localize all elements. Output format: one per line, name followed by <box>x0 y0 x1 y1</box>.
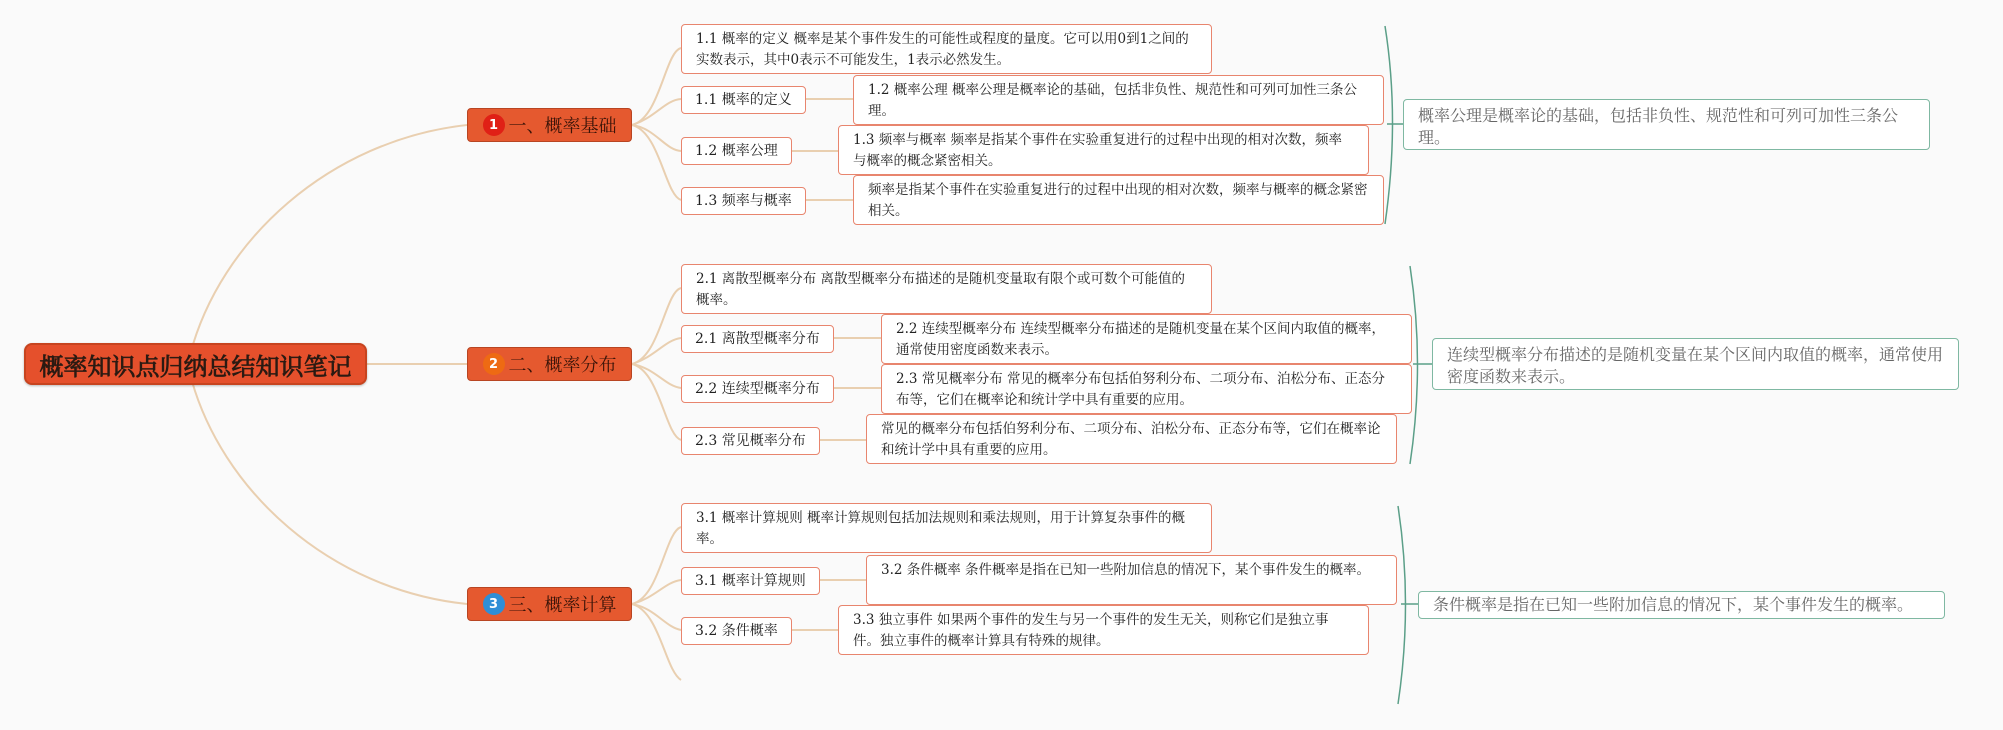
root-topic[interactable] <box>24 343 367 385</box>
subtopic-2-2[interactable]: 2.2 连续型概率分布 <box>681 375 834 403</box>
number-3-icon: 3 <box>483 593 505 615</box>
branch-probability-distribution[interactable] <box>467 347 632 381</box>
detail-3-2[interactable]: 3.2 条件概率 条件概率是指在已知一些附加信息的情况下，某个事件发生的概率。 <box>866 555 1397 605</box>
detail-2-2[interactable]: 2.2 连续型概率分布 连续型概率分布描述的是随机变量在某个区间内取值的概率，通常使用密度函数来表示。 <box>881 314 1412 364</box>
subtopic-1-2[interactable]: 1.2 概率公理 <box>681 137 792 165</box>
number-1-icon: 1 <box>483 114 505 136</box>
detail-3-1[interactable]: 3.1 概率计算规则 概率计算规则包括加法规则和乘法规则，用于计算复杂事件的概率。 <box>681 503 1212 553</box>
branch-probability-basics[interactable] <box>467 108 632 142</box>
detail-2-1[interactable]: 2.1 离散型概率分布 离散型概率分布描述的是随机变量取有限个或可数个可能值的概率。 <box>681 264 1212 314</box>
number-2-icon: 2 <box>483 353 505 375</box>
detail-2-4[interactable]: 常见的概率分布包括伯努利分布、二项分布、泊松分布、正态分布等，它们在概率论和统计学中具有重要的应用。 <box>866 414 1397 464</box>
branch-label: 三、概率计算 <box>508 595 617 616</box>
branch-label: 一、概率基础 <box>508 116 617 137</box>
detail-1-3[interactable]: 1.3 频率与概率 频率是指某个事件在实验重复进行的过程中出现的相对次数，频率与概率的概念紧密相关。 <box>838 125 1369 175</box>
subtopic-1-1[interactable]: 1.1 概率的定义 <box>681 86 806 114</box>
detail-2-3[interactable]: 2.3 常见概率分布 常见的概率分布包括伯努利分布、二项分布、泊松分布、正态分布等，它们在概率论和统计学中具有重要的应用。 <box>881 364 1412 414</box>
subtopic-3-2[interactable]: 3.2 条件概率 <box>681 617 792 645</box>
detail-1-2[interactable]: 1.2 概率公理 概率公理是概率论的基础，包括非负性、规范性和可列可加性三条公理。 <box>853 75 1384 125</box>
root-title: 概率知识点归纳总结知识笔记 <box>39 352 352 381</box>
summary-2[interactable]: 连续型概率分布描述的是随机变量在某个区间内取值的概率，通常使用密度函数来表示。 <box>1432 338 1959 390</box>
summary-1[interactable]: 概率公理是概率论的基础，包括非负性、规范性和可列可加性三条公理。 <box>1403 99 1930 150</box>
subtopic-3-1[interactable]: 3.1 概率计算规则 <box>681 567 820 595</box>
branch-label: 二、概率分布 <box>508 355 617 376</box>
subtopic-1-3[interactable]: 1.3 频率与概率 <box>681 187 806 215</box>
detail-1-1[interactable]: 1.1 概率的定义 概率是某个事件发生的可能性或程度的量度。它可以用0到1之间的实数表示，其中0表示不可能发生，1表示必然发生。 <box>681 24 1212 74</box>
subtopic-2-1[interactable]: 2.1 离散型概率分布 <box>681 325 834 353</box>
summary-3[interactable]: 条件概率是指在已知一些附加信息的情况下，某个事件发生的概率。 <box>1418 591 1945 619</box>
subtopic-2-3[interactable]: 2.3 常见概率分布 <box>681 427 820 455</box>
branch-probability-calculation[interactable] <box>467 587 632 621</box>
detail-3-3[interactable]: 3.3 独立事件 如果两个事件的发生与另一个事件的发生无关，则称它们是独立事件。独立事件的概率计算具有特殊的规律。 <box>838 605 1369 655</box>
detail-1-4[interactable]: 频率是指某个事件在实验重复进行的过程中出现的相对次数，频率与概率的概念紧密相关。 <box>853 175 1384 225</box>
